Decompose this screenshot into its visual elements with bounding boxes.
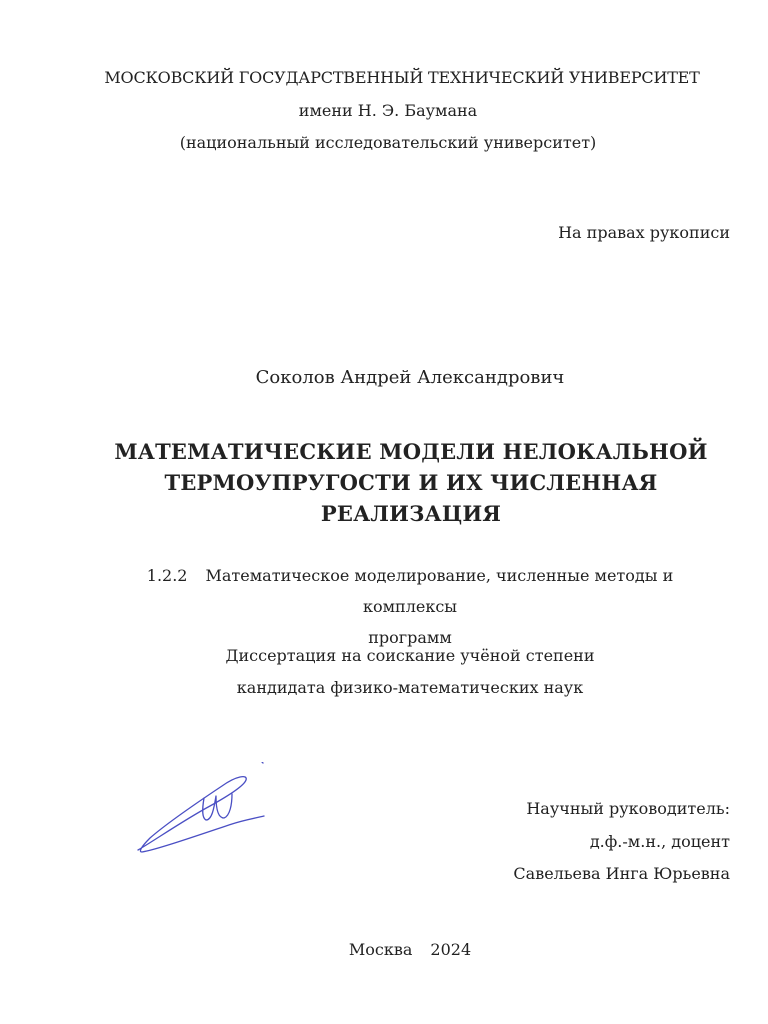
university-name: МОСКОВСКИЙ ГОСУДАРСТВЕННЫЙ ТЕХНИЧЕСКИЙ УНИВЕРСИТЕТ bbox=[104, 68, 700, 87]
handwritten-signature bbox=[132, 762, 272, 874]
title-line-1: МАТЕМАТИЧЕСКИЕ МОДЕЛИ НЕЛОКАЛЬНОЙ bbox=[114, 439, 708, 464]
city-year bbox=[26, 940, 768, 960]
supervisor-name: Савельева Инга Юрьевна bbox=[513, 864, 730, 883]
signature-strokes bbox=[138, 762, 264, 852]
signature-stroke-main bbox=[138, 777, 264, 852]
specialty-line-2: программ bbox=[368, 628, 452, 647]
specialty bbox=[110, 560, 710, 653]
signature-dot bbox=[262, 762, 263, 763]
specialty-code: 1.2.2 bbox=[146, 566, 188, 585]
degree-sought-line-2: кандидата физико-математических наук bbox=[236, 678, 584, 697]
university-status: (национальный исследовательский университет) bbox=[179, 133, 597, 152]
manuscript-note: На правах рукописи bbox=[558, 223, 730, 242]
supervisor-label: Научный руководитель: bbox=[526, 799, 730, 818]
dissertation-title bbox=[84, 436, 738, 529]
degree-sought-line-1: Диссертация на соискание учёной степени bbox=[225, 646, 595, 665]
year: 2024 bbox=[430, 940, 472, 959]
city: Москва bbox=[348, 940, 413, 959]
supervisor-degree: д.ф.-м.н., доцент bbox=[589, 832, 730, 851]
title-line-2: ТЕРМОУПРУГОСТИ И ИХ ЧИСЛЕННАЯ bbox=[164, 470, 658, 495]
university-named-after: имени Н. Э. Баумана bbox=[298, 101, 478, 120]
specialty-name: Математическое моделирование, численные методы и комплексы bbox=[205, 566, 674, 616]
title-line-3: РЕАЛИЗАЦИЯ bbox=[320, 501, 502, 526]
author-name: Соколов Андрей Александрович bbox=[255, 367, 565, 388]
specialty-line-1 bbox=[110, 560, 710, 622]
